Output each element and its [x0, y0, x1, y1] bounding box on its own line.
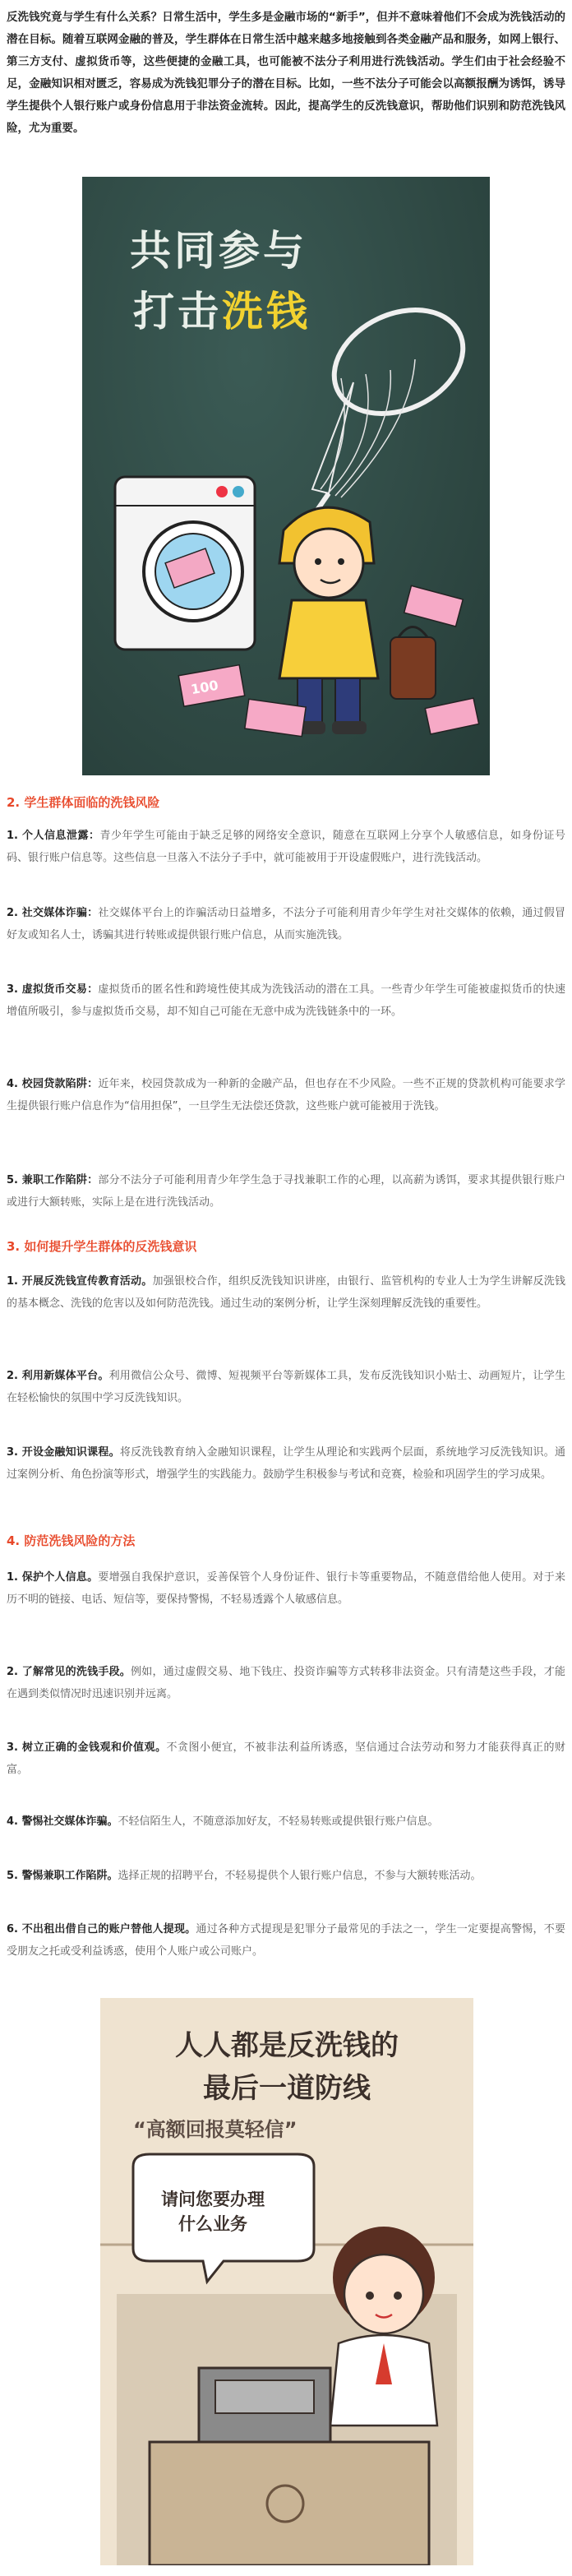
cartoon-character — [279, 507, 378, 734]
list-item: 2. 了解常见的洗钱手段。例如，通过虚假交易、地下钱庄、投资诈骗等方式转移非法资金。只有清楚这些手段，才能在遇到类似情况时迅速识别并远离。 — [7, 1666, 565, 1700]
section-title-awareness: 3. 如何提升学生群体的反洗钱意识 — [7, 1239, 197, 1254]
poster-title-highlight: 洗钱 — [222, 288, 311, 335]
poster2-title-line1: 人人都是反洗钱的 — [175, 2029, 399, 2062]
intro-paragraph: 反洗钱究竟与学生有什么关系？日常生活中，学生多是金融市场的“新手”，但并不意味着他们不会成为洗钱活动的潜在目标。随着互联网金融的普及，学生群体在日常生活中越来越多地接触到各类金融产品和服务，如网上银行、第三方支付、虚拟货币等，这些便捷的金融工具，也可能被不法分子利用进行洗钱活动。学生们由于社会经验不足，金融知识相对匮乏，容易成为洗钱犯罪分子的潜在目标。比如，一些不法分子可能会以高额报酬为诱饵，诱导学生提供个人银行账户或身份信息用于非法资金流转。因此，提高学生的反洗钱意识，帮助他们识别和防范洗钱风险，尤为重要。 — [7, 11, 565, 135]
poster-illustration — [82, 177, 490, 775]
anti-money-laundering-poster — [82, 177, 490, 775]
list-item: 4. 校园贷款陷阱：近年来，校园贷款成为一种新的金融产品，但也存在不少风险。一些不正规的贷款机构可能要求学生提供银行账户信息作为“信用担保”，一旦学生无法偿还贷款，这些账户就可能被用于洗钱。 — [7, 1078, 565, 1112]
speech-bubble-text: 请问您要办理 什么业务 — [161, 2190, 265, 2234]
list-item: 6. 不出租出借自己的账户替他人提现。通过各种方式提现是犯罪分子最常见的手法之一，学生一定要提高警惕，不要受朋友之托或受利益诱惑，使用个人账户或公司账户。 — [7, 1923, 565, 1958]
list-item: 3. 开设金融知识课程。将反洗钱教育纳入金融知识课程，让学生从理论和实践两个层面，系统地学习反洗钱知识。通过案例分析、角色扮演等形式，增强学生的实践能力。鼓励学生积极参与考试和竞赛，检验和巩固学生的学习成果。 — [7, 1446, 565, 1481]
section-title-prevention: 4. 防范洗钱风险的方法 — [7, 1533, 136, 1548]
section-title-risks: 2. 学生群体面临的洗钱风险 — [7, 795, 160, 810]
list-item: 2. 社交媒体诈骗：社交媒体平台上的诈骗活动日益增多，不法分子可能利用青少年学生对社交媒体的依赖，通过假冒好友或知名人士，诱骗其进行转账或提供银行账户信息，从而实施洗钱。 — [7, 907, 565, 941]
washing-machine-icon — [115, 477, 255, 650]
poster2-title-line2: 最后一道防线 — [203, 2072, 371, 2105]
poster-title-line2: 打击洗钱 — [133, 288, 311, 335]
list-item: 5. 兼职工作陷阱：部分不法分子可能利用青少年学生急于寻找兼职工作的心理，以高薪为诱饵，要求其提供银行账户或进行大额转账，实际上是在进行洗钱活动。 — [7, 1174, 565, 1209]
list-item: 2. 利用新媒体平台。利用微信公众号、微博、短视频平台等新媒体工具，发布反洗钱知识小贴士、动画短片，让学生在轻松愉快的氛围中学习反洗钱知识。 — [7, 1370, 565, 1404]
list-item: 3. 树立正确的金钱观和价值观。不贪图小便宜，不被非法利益所诱惑，坚信通过合法劳动和努力才能获得真正的财富。 — [7, 1741, 565, 1776]
money-bag-icon — [390, 627, 436, 700]
list-item: 1. 个人信息泄露：青少年学生可能由于缺乏足够的网络安全意识，随意在互联网上分享个人敏感信息，如身份证号码、银行账户信息等。这些信息一旦落入不法分子手中，就可能被用于开设虚假账户，进行洗钱活动。 — [7, 830, 565, 864]
list-item: 4. 警惕社交媒体诈骗。不轻信陌生人，不随意添加好友，不轻易转账或提供银行账户信息。 — [7, 1815, 439, 1828]
list-item: 1. 开展反洗钱宣传教育活动。加强银校合作，组织反洗钱知识讲座，由银行、监管机构的专业人士为学生讲解反洗钱的基本概念、洗钱的危害以及如何防范洗钱。通过生动的案例分析，让学生深刻理解反洗钱的重要性。 — [7, 1275, 565, 1310]
list-item: 3. 虚拟货币交易：虚拟货币的匿名性和跨境性使其成为洗钱活动的潜在工具。一些青少年学生可能被虚拟货币的快速增值所吸引，参与虚拟货币交易，却不知自己可能在无意中成为洗钱链条中的一环。 — [7, 983, 565, 1018]
svg-text:100: 100 — [189, 677, 220, 698]
poster-title-line1: 共同参与 — [130, 227, 307, 275]
list-item: 1. 保护个人信息。要增强自我保护意识，妥善保管个人身份证件、银行卡等重要物品，不随意借给他人使用。对于来历不明的链接、电话、短信等，要保持警惕，不轻易透露个人敏感信息。 — [7, 1571, 565, 1606]
list-item: 5. 警惕兼职工作陷阱。选择正规的招聘平台，不轻易提供个人银行账户信息，不参与大额转账活动。 — [7, 1870, 482, 1882]
poster2-slogan: “高额回报莫轻信” — [133, 2118, 298, 2141]
last-line-of-defense-poster — [100, 1998, 473, 2565]
